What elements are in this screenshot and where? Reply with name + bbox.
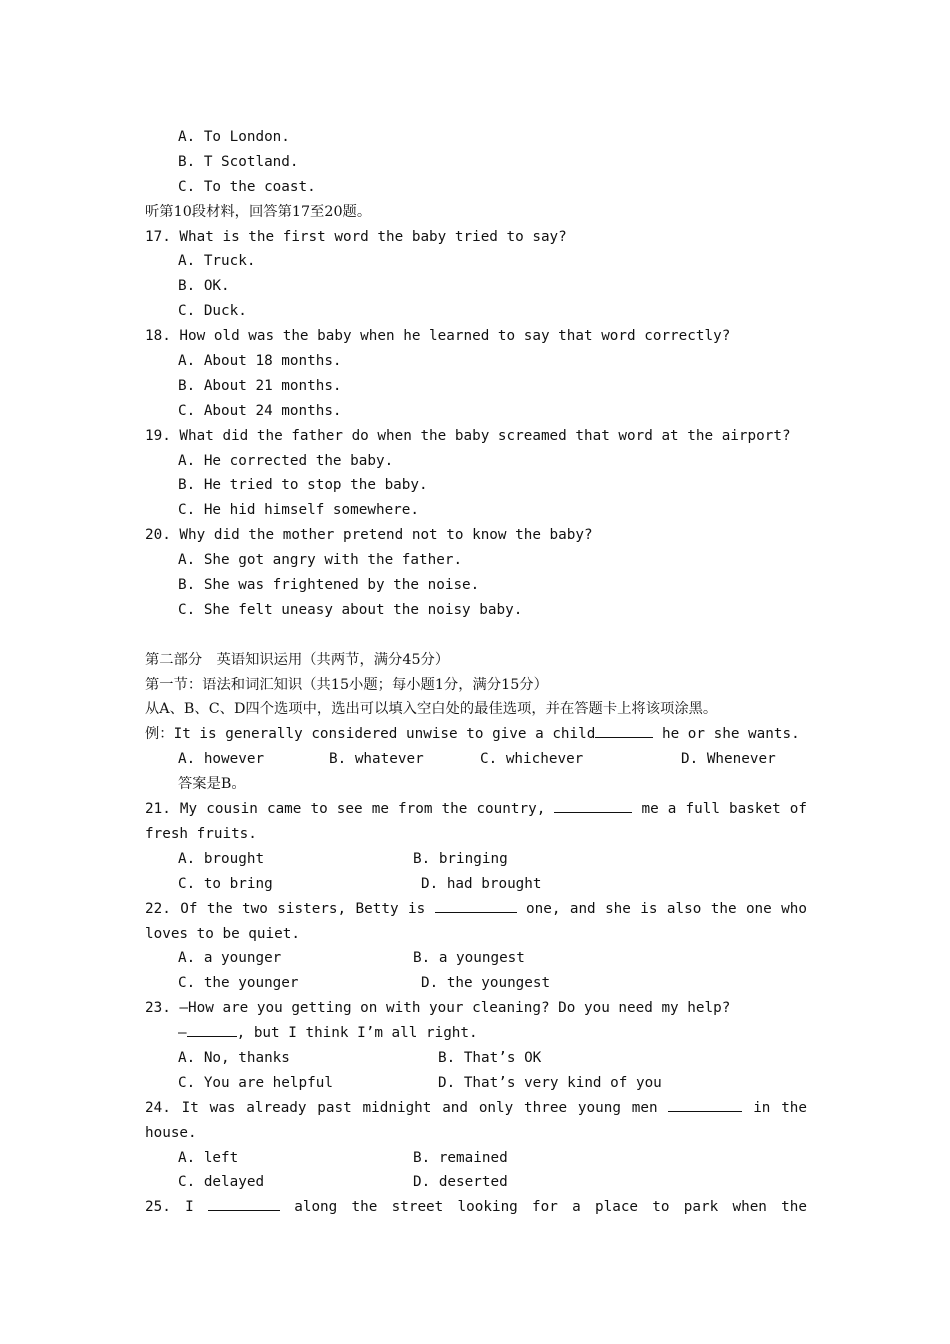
q22-option-a: A. a younger — [178, 950, 282, 967]
q21-blank — [554, 797, 632, 813]
q25-blank — [208, 1195, 280, 1211]
q23-blank — [187, 1021, 237, 1037]
spacer — [145, 623, 807, 648]
q19-stem: 19. What did the father do when the baby screamed that word at the airport? — [145, 427, 791, 444]
q24-stem-a: 24. It was already past midnight and only three young men — [145, 1099, 658, 1116]
q24-stem-cont: house. — [145, 1124, 197, 1141]
q17-option-b: B. OK. — [178, 278, 230, 295]
q22-options-row2 — [145, 971, 807, 996]
q16-option-b: B. T Scotland. — [178, 153, 299, 170]
q24-option-b: B. remained — [413, 1149, 508, 1166]
q19-option-a: A. He corrected the baby. — [178, 452, 394, 469]
q21-option-c: C. to bring — [178, 875, 273, 892]
q24-stem-b: in the — [753, 1099, 807, 1116]
q24-option-a: A. left — [178, 1149, 239, 1166]
q21-stem-a: 21. My cousin came to see me from the country, — [145, 801, 546, 818]
q23-option-d: D. That’s very kind of you — [438, 1074, 662, 1091]
part2-section1-title: 第一节：语法和词汇知识（共15小题；每小题1分，满分15分） — [145, 676, 548, 693]
q23-stem: 23. —How are you getting on with your cleaning? Do you need my help? — [145, 1000, 731, 1017]
q25-stem-b: along the street looking for a place to park when the — [294, 1199, 807, 1216]
example-answer: 答案是B。 — [178, 776, 246, 793]
q21-option-b: B. bringing — [413, 850, 508, 867]
q18-option-b: B. About 21 months. — [178, 377, 342, 394]
q22-stem-b: one, and she is also the one who — [526, 900, 807, 917]
example-stem-after: he or she wants. — [653, 726, 800, 743]
q21-options-row1 — [145, 847, 807, 872]
page-content — [145, 125, 807, 1220]
q21-stem-cont: fresh fruits. — [145, 825, 257, 842]
q22-stem-cont: loves to be quiet. — [145, 925, 300, 942]
q21-stem-b: me a full basket of — [641, 801, 807, 818]
q18-option-c: C. About 24 months. — [178, 402, 342, 419]
q22-stem — [145, 897, 807, 922]
example-stem — [145, 722, 807, 747]
q22-options-row1 — [145, 946, 807, 971]
part2-title: 第二部分 英语知识运用（共两节，满分45分） — [145, 651, 450, 668]
q22-blank — [435, 897, 517, 913]
q23-options-row1 — [145, 1046, 807, 1071]
q21-option-d: D. had brought — [421, 875, 542, 892]
q17-option-c: C. Duck. — [178, 303, 247, 320]
q25-stem-a: 25. I — [145, 1199, 194, 1216]
q20-option-c: C. She felt uneasy about the noisy baby. — [178, 601, 523, 618]
q23-response-text: , but I think I’m all right. — [236, 1025, 478, 1042]
q23-option-a: A. No, thanks — [178, 1049, 290, 1066]
example-option-d: D. Whenever — [681, 751, 776, 768]
q23-response — [145, 1021, 807, 1046]
q24-stem — [145, 1096, 807, 1121]
q23-dash: — — [178, 1025, 187, 1042]
q24-option-c: C. delayed — [178, 1174, 265, 1191]
q24-option-d: D. deserted — [413, 1174, 508, 1191]
q20-option-a: A. She got angry with the father. — [178, 552, 463, 569]
q20-option-b: B. She was frightened by the noise. — [178, 577, 480, 594]
q22-option-d: D. the youngest — [421, 975, 551, 992]
q23-option-c: C. You are helpful — [178, 1074, 333, 1091]
q17-option-a: A. Truck. — [178, 253, 256, 270]
q20-stem: 20. Why did the mother pretend not to know the baby? — [145, 527, 593, 544]
q18-option-a: A. About 18 months. — [178, 353, 342, 370]
example-options — [145, 747, 807, 772]
q24-options-row1 — [145, 1146, 807, 1171]
q22-option-b: B. a youngest — [413, 950, 525, 967]
q22-option-c: C. the younger — [178, 975, 299, 992]
q21-option-a: A. brought — [178, 850, 265, 867]
part2-instruction: 从A、B、C、D四个选项中，选出可以填入空白处的最佳选项，并在答题卡上将该项涂黑。 — [145, 701, 718, 718]
q21-stem — [145, 797, 807, 822]
q16-option-c: C. To the coast. — [178, 178, 316, 195]
q24-blank — [668, 1096, 742, 1112]
example-stem-before: 例：It is generally considered unwise to give a child — [145, 726, 596, 743]
q16-option-a: A. To London. — [178, 129, 290, 145]
example-option-b: B. whatever — [329, 751, 424, 768]
example-blank — [595, 722, 653, 738]
q23-options-row2 — [145, 1071, 807, 1096]
q19-option-b: B. He tried to stop the baby. — [178, 477, 428, 494]
q18-stem: 18. How old was the baby when he learned to say that word correctly? — [145, 328, 731, 345]
example-option-c: C. whichever — [480, 751, 584, 768]
q17-stem: 17. What is the first word the baby tried to say? — [145, 228, 567, 245]
q24-options-row2 — [145, 1170, 807, 1195]
section10-instruction: 听第10段材料，回答第17至20题。 — [145, 203, 372, 220]
q21-options-row2 — [145, 872, 807, 897]
q23-option-b: B. That’s OK — [438, 1049, 542, 1066]
example-option-a: A. however — [178, 751, 265, 768]
q19-option-c: C. He hid himself somewhere. — [178, 502, 420, 519]
q22-stem-a: 22. Of the two sisters, Betty is — [145, 900, 426, 917]
q25-stem — [145, 1195, 807, 1220]
